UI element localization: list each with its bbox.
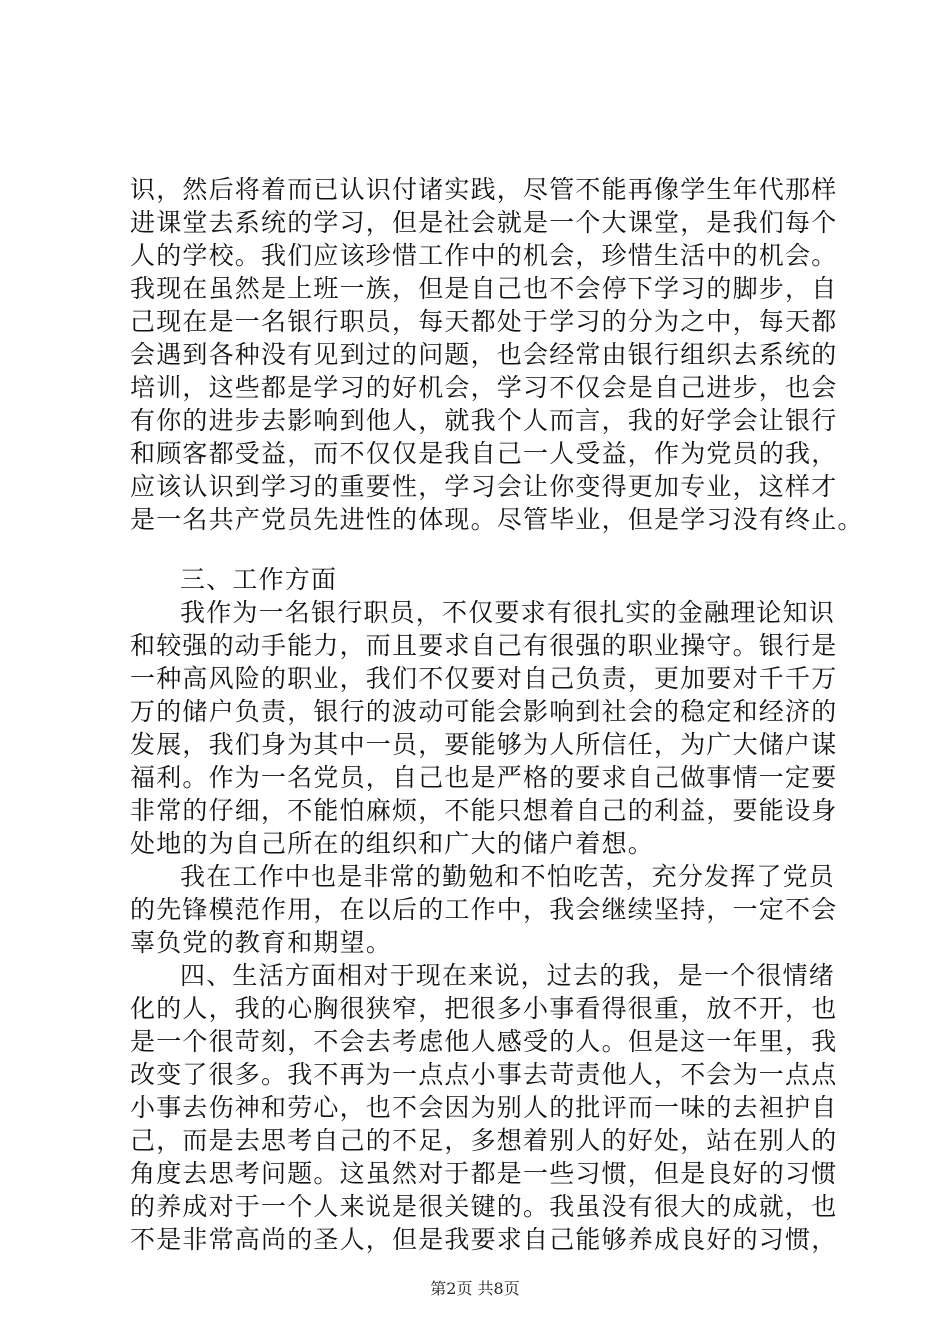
text-line: 有你的进步去影响到他人，就我个人而言，我的好学会让银行 bbox=[130, 406, 838, 435]
text-line: 的先锋模范作用，在以后的工作中，我会继续坚持，一定不会 bbox=[130, 895, 838, 924]
text-line: 化的人，我的心胸很狭窄，把很多小事看得很重，放不开，也 bbox=[130, 994, 838, 1023]
section-heading: 三、工作方面 bbox=[180, 565, 338, 594]
text-line: 辜负党的教育和期望。 bbox=[130, 928, 393, 957]
text-line: 发展，我们身为其中一员，要能够为人所信任，为广大储户谋 bbox=[130, 730, 838, 759]
text-line: 人的学校。我们应该珍惜工作中的机会，珍惜生活中的机会。 bbox=[130, 241, 838, 270]
text-line: 万的储户负责，银行的波动可能会影响到社会的稳定和经济的 bbox=[130, 697, 838, 726]
text-line: 己，而是去思考自己的不足，多想着别人的好处，站在别人的 bbox=[130, 1126, 838, 1155]
text-line: 我现在虽然是上班一族，但是自己也不会停下学习的脚步，自 bbox=[130, 274, 838, 303]
text-line: 和顾客都受益，而不仅仅是我自己一人受益，作为党员的我， bbox=[130, 439, 838, 468]
text-line: 的养成对于一个人来说是很关键的。我虽没有很大的成就，也 bbox=[130, 1192, 838, 1221]
text-line: 识，然后将着而已认识付诸实践，尽管不能再像学生年代那样 bbox=[130, 175, 838, 204]
text-line: 应该认识到学习的重要性，学习会让你变得更加专业，这样才 bbox=[130, 472, 838, 501]
text-line: 一种高风险的职业，我们不仅要对自己负责，更加要对千千万 bbox=[130, 664, 838, 693]
text-line: 处地的为自己所在的组织和广大的储户着想。 bbox=[130, 829, 655, 858]
text-line: 进课堂去系统的学习，但是社会就是一个大课堂，是我们每个 bbox=[130, 208, 838, 237]
text-line: 福利。作为一名党员，自己也是严格的要求自己做事情一定要 bbox=[130, 763, 838, 792]
text-line: 改变了很多。我不再为一点点小事去苛责他人，不会为一点点 bbox=[130, 1060, 838, 1089]
text-line: 培训，这些都是学习的好机会，学习不仅会是自己进步，也会 bbox=[130, 373, 838, 402]
text-line: 己现在是一名银行职员，每天都处于学习的分为之中，每天都 bbox=[130, 307, 838, 336]
text-line: 是一个很苛刻，不会去考虑他人感受的人。但是这一年里，我 bbox=[130, 1027, 838, 1056]
page-number: 第2页 共8页 bbox=[430, 1279, 520, 1298]
text-line: 会遇到各种没有见到过的问题，也会经常由银行组织去系统的 bbox=[130, 340, 838, 369]
text-line: 和较强的动手能力，而且要求自己有很强的职业操守。银行是 bbox=[130, 631, 838, 660]
text-line: 我作为一名银行职员，不仅要求有很扎实的金融理论知识 bbox=[180, 598, 836, 627]
text-line: 四、生活方面相对于现在来说，过去的我，是一个很情绪 bbox=[180, 961, 836, 990]
text-line: 不是非常高尚的圣人，但是我要求自己能够养成良好的习惯， bbox=[130, 1225, 838, 1254]
text-line: 是一名共产党员先进性的体现。尽管毕业，但是学习没有终止。 bbox=[130, 505, 864, 534]
text-line: 我在工作中也是非常的勤勉和不怕吃苦，充分发挥了党员 bbox=[180, 862, 836, 891]
text-line: 非常的仔细，不能怕麻烦，不能只想着自己的利益，要能设身 bbox=[130, 796, 838, 825]
text-line: 角度去思考问题。这虽然对于都是一些习惯，但是良好的习惯 bbox=[130, 1159, 838, 1188]
text-line: 小事去伤神和劳心，也不会因为别人的批评而一味的去袒护自 bbox=[130, 1093, 838, 1122]
